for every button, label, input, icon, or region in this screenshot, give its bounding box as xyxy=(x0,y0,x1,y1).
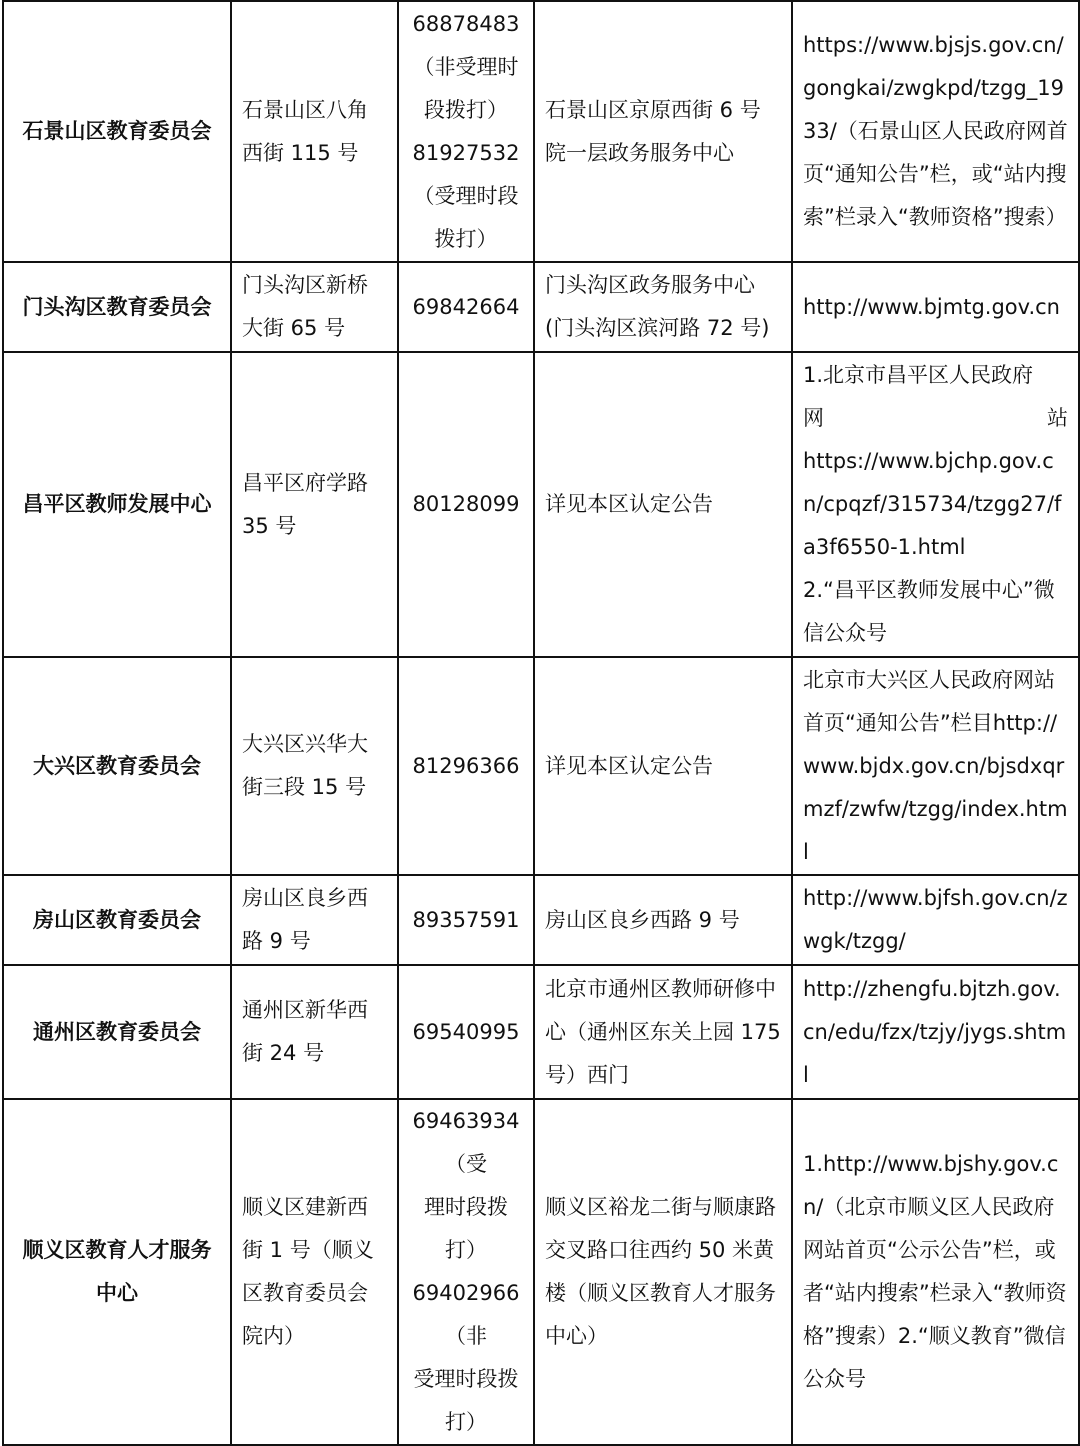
unit-location: 顺义区裕龙二街与顺康路交叉路口往西约 50 米黄楼（顺义区教育人才服务中心） xyxy=(534,1099,792,1445)
website-url: https://www.bjchp.gov.cn/cpqzf/315734/tzgg27/fa3f6550-1.html xyxy=(803,449,1062,559)
unit-website: http://zhengfu.bjtzh.gov.cn/edu/fzx/tzjy/jygs.shtml xyxy=(792,965,1079,1099)
phone-line: 68878483 xyxy=(412,11,520,36)
unit-location: 门头沟区政务服务中心(门头沟区滨河路 72 号) xyxy=(534,262,792,352)
table-row xyxy=(3,1099,1079,1445)
unit-name: 顺义区教育人才服务中心 xyxy=(3,1099,231,1445)
unit-name: 通州区教育委员会 xyxy=(3,965,231,1099)
phone-note: 受理时段拨 xyxy=(413,1367,519,1391)
unit-website: 1.http://www.bjshy.gov.cn/（北京市顺义区人民政府网站首页“公示公告”栏，或者“站内搜索”栏录入“教师资格”搜索）2.“顺义教育”微信公众号 xyxy=(792,1099,1079,1445)
phone-note: 打） xyxy=(445,1410,487,1434)
phone-line: 81927532 xyxy=(412,140,520,165)
unit-phone xyxy=(398,1099,534,1445)
table-row xyxy=(3,875,1079,965)
unit-website: http://www.bjmtg.gov.cn xyxy=(792,262,1079,352)
unit-address: 门头沟区新桥大街 65 号 xyxy=(231,262,398,352)
unit-address: 大兴区兴华大街三段 15 号 xyxy=(231,657,398,875)
table-row xyxy=(3,262,1079,352)
table-row xyxy=(3,657,1079,875)
unit-address: 房山区良乡西路 9 号 xyxy=(231,875,398,965)
phone-note: 理时段拨 xyxy=(424,1195,508,1219)
unit-address: 顺义区建新西街 1 号（顺义区教育委员会院内） xyxy=(231,1099,398,1445)
unit-name: 门头沟区教育委员会 xyxy=(3,262,231,352)
table-row xyxy=(3,352,1079,657)
unit-name: 房山区教育委员会 xyxy=(3,875,231,965)
unit-location: 详见本区认定公告 xyxy=(534,657,792,875)
phone-line: 69402966 xyxy=(412,1281,520,1305)
unit-address: 通州区新华西街 24 号 xyxy=(231,965,398,1099)
unit-phone xyxy=(398,1,534,262)
phone-note: （非 xyxy=(445,1324,487,1348)
unit-location: 北京市通州区教师研修中心（通州区东关上园 175 号）西门 xyxy=(534,965,792,1099)
unit-phone: 69842664 xyxy=(398,262,534,352)
unit-website: https://www.bjsjs.gov.cn/gongkai/zwgkpd/tzgg_1933/（石景山区人民政府网首页“通知公告”栏，或“站内搜索”栏录入“教师资格”搜索） xyxy=(792,1,1079,262)
website-fragment: 站 xyxy=(1047,406,1068,430)
unit-website xyxy=(792,352,1079,657)
unit-location: 房山区良乡西路 9 号 xyxy=(534,875,792,965)
phone-note: （受 xyxy=(445,1152,487,1176)
unit-name: 昌平区教师发展中心 xyxy=(3,352,231,657)
contact-table xyxy=(2,0,1080,1446)
unit-name: 石景山区教育委员会 xyxy=(3,1,231,262)
unit-phone: 69540995 xyxy=(398,965,534,1099)
website-justified-line xyxy=(803,397,1068,440)
unit-name: 大兴区教育委员会 xyxy=(3,657,231,875)
phone-note: （非受理时段拨打） xyxy=(413,54,519,122)
unit-address: 石景山区八角西街 115 号 xyxy=(231,1,398,262)
website-fragment: 网 xyxy=(803,406,824,430)
phone-line: 69463934 xyxy=(412,1109,520,1133)
unit-phone: 80128099 xyxy=(398,352,534,657)
unit-address: 昌平区府学路 35 号 xyxy=(231,352,398,657)
website-line: 2.“昌平区教师发展中心”微信公众号 xyxy=(803,578,1055,645)
phone-note: 打） xyxy=(445,1238,487,1262)
table-row xyxy=(3,965,1079,1099)
table-row xyxy=(3,1,1079,262)
unit-location: 详见本区认定公告 xyxy=(534,352,792,657)
unit-location: 石景山区京原西街 6 号院一层政务服务中心 xyxy=(534,1,792,262)
unit-phone: 81296366 xyxy=(398,657,534,875)
website-line: 1.北京市昌平区人民政府 xyxy=(803,363,1034,387)
unit-phone: 89357591 xyxy=(398,875,534,965)
phone-note: （受理时段拨打） xyxy=(413,183,519,251)
unit-website: http://www.bjfsh.gov.cn/zwgk/tzgg/ xyxy=(792,875,1079,965)
unit-website: 北京市大兴区人民政府网站首页“通知公告”栏目http://www.bjdx.gov.cn/bjsdxqrmzf/zwfw/tzgg/index.html xyxy=(792,657,1079,875)
